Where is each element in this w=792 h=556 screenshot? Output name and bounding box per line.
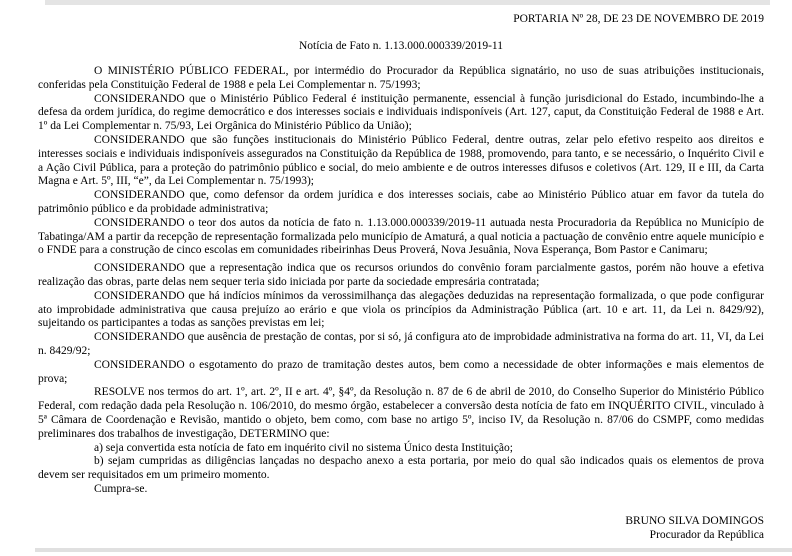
paragraph-resolve: RESOLVE nos termos do art. 1º, art. 2º, II e art. 4º, §4º, da Resolução n. 87 de 6 de abril de 2010, do Conselho Superior do Ministério Público Federal, com redação dada pela Resolução n. 106/2010, do mesmo órgão, estabelecer a conversão desta notícia de fato em INQUÉRITO CIVIL, vinculado à 5ª Câmara de Coordenação e Revisão, mantido o objeto, bem como, com base no artigo 5º, inciso IV, da Resolução n. 87/06 do CSMPF, como medidas preliminares dos trabalhos de investigação, DETERMINO que: xyxy=(38,386,764,440)
paragraph-preamble: O MINISTÉRIO PÚBLICO FEDERAL, por intermédio do Procurador da República signatário, no uso de suas atribuições institucionais, conferidas pela Constituição Federal de 1988 e pela Lei Complementar n. 75/1993; xyxy=(38,65,764,91)
paragraph-item-b: b) sejam cumpridas as diligências lançadas no despacho anexo a esta portaria, por meio do qual são indicados quais os elementos de prova devem ser requisitados em um primeiro momento. xyxy=(38,455,764,482)
case-number: Notícia de Fato n. 1.13.000.000339/2019-11 xyxy=(299,40,503,52)
page-gap-top xyxy=(45,0,770,5)
paragraph-considerando-7: CONSIDERANDO que ausência de prestação de contas, por si só, já configura ato de improbidade administrativa na forma do art. 11, VI, da Lei n. 8429/92; xyxy=(38,331,764,357)
paragraph-considerando-5: CONSIDERANDO que a representação indica que os recursos oriundos do convênio foram parcialmente gastos, porém não houve a efetiva realização das obras, parte delas nem sequer teria sido iniciada por parte da sociedade empresária contratada; xyxy=(38,262,764,288)
paragraph-considerando-8: CONSIDERANDO o esgotamento do prazo de tramitação destes autos, bem como a necessidade de obter informações e mais elementos de prova; xyxy=(38,358,764,385)
paragraph-considerando-4: CONSIDERANDO o teor dos autos da notícia de fato n. 1.13.000.000339/2019-11 autuada nesta Procuradoria da República no Município de Tabatinga/AM a partir da recepção de representação formalizada pelo município de Amaturá, a qual noticia a pactuação de convênio entre aquele município e o FNDE para a construção de cinco escolas em comunidades ribeirinhas Deus Proverá, Nova Jesuânia, Nova Esperança, Bom Pastor e Canimaru; xyxy=(38,216,764,257)
document-body xyxy=(38,65,764,497)
page-gap-bottom xyxy=(35,548,792,552)
paragraph-considerando-3: CONSIDERANDO que, como defensor da ordem jurídica e dos interesses sociais, cabe ao Ministério Público atuar em favor da tutela do patrimônio público e da probidade administrativa; xyxy=(38,189,764,215)
paragraph-considerando-6: CONSIDERANDO que há indícios mínimos da verossimilhança das alegações deduzidas na representação formalizada, o que pode configurar ato improbidade administrativa que causa prejuízo ao erário e que viola os princípios da Administração Pública (art. 10 e art. 11, da Lei n. 8429/92), sujeitando os participantes a todas as sanções previstas em lei; xyxy=(38,289,764,330)
paragraph-item-a: a) seja convertida esta notícia de fato em inquérito civil no sistema Único desta Instituição; xyxy=(94,441,513,454)
document-content xyxy=(38,12,764,542)
signature-block xyxy=(38,514,764,542)
paragraph-considerando-2: CONSIDERANDO que são funções institucionais do Ministério Público Federal, dentre outras, zelar pelo efetivo respeito aos direitos e interesses sociais e individuais indisponíveis assegurados na Constituição da República de 1988, promovendo, para tanto, e se necessário, o Inquérito Civil e a Ação Civil Pública, para a proteção do patrimônio público e social, do meio ambiente e de outros interesses difusos e coletivos (Art. 129, II e III, da Carta Magna e Art. 5º, III, “e”, da Lei Complementar n. 75/1993); xyxy=(38,133,764,188)
signature-role: Procurador da República xyxy=(649,528,764,541)
paragraph-considerando-1: CONSIDERANDO que o Ministério Público Federal é instituição permanente, essencial à função jurisdicional do Estado, incumbindo-lhe a defesa da ordem jurídica, do regime democrático e dos interesses sociais e individuais indisponíveis (Art. 127, caput, da Constituição Federal de 1988 e Art. 1º da Lei Complementar n. 75/93, Lei Orgânica do Ministério Público da União); xyxy=(38,92,764,133)
signature-name: BRUNO SILVA DOMINGOS xyxy=(625,514,764,527)
portaria-title: PORTARIA Nº 28, DE 23 DE NOVEMBRO DE 2019 xyxy=(513,13,764,25)
paragraph-cumpra-se: Cumpra-se. xyxy=(94,482,148,495)
